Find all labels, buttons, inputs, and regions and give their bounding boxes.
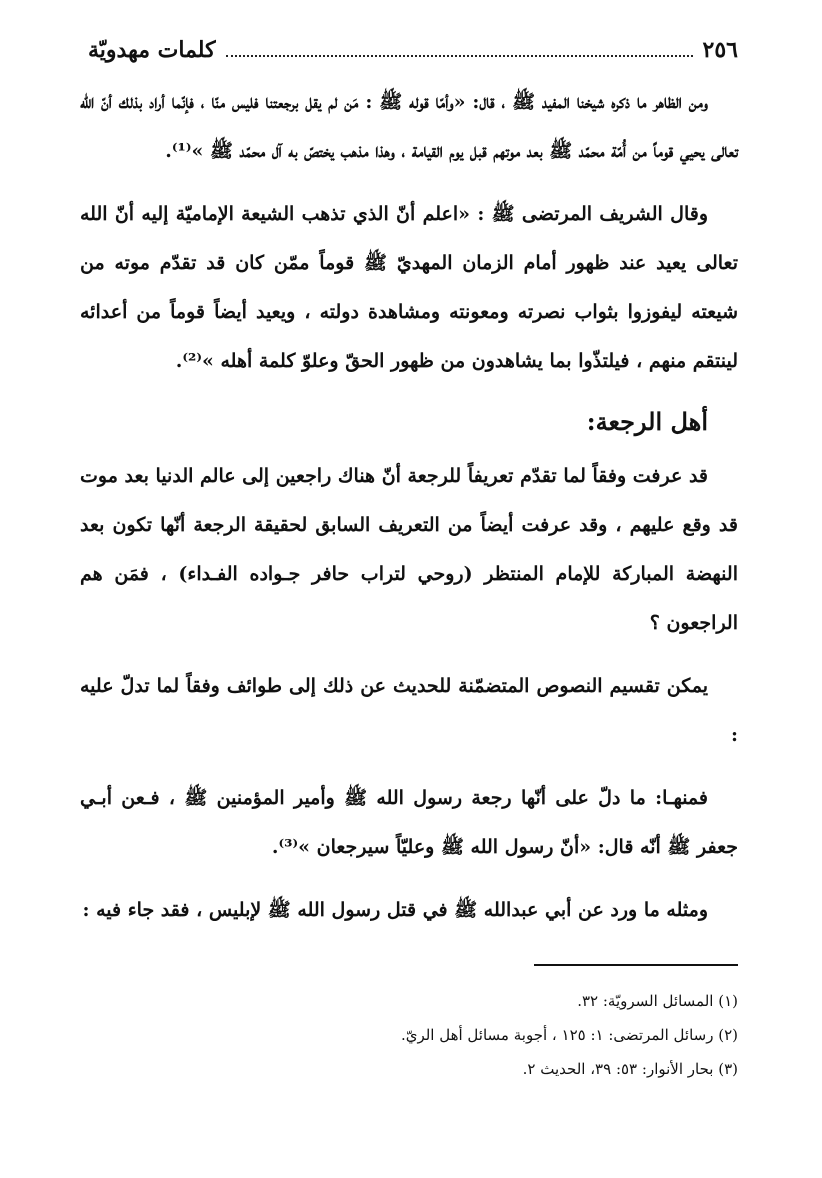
footnote-2: (٢) رسائل المرتضى: ١: ١٢٥ ، أجوبة مسائل أهل الريّ.	[400, 1026, 738, 1044]
page-body	[80, 78, 738, 949]
footnote-1: (١) المسائل السرويّة: ٣٢.	[577, 992, 738, 1010]
paragraph-classification: يمكن تقسيم النصوص المتضمّنة للحديث عن ذلك إلى طوائف وفقاً لما تدلّ عليه :	[80, 675, 738, 746]
paragraph-murtada-quote: وقال الشريف المرتضى ﷺ : «اعلم أنّ الذي تذهب الشيعة الإماميّة إليه أنّ الله تعالى يعيد عند ظهور أمام الزمان المهديّ ﷺ قوماً ممّن كان قد تقدّم موته من شيعته ليفوزوا بثواب نصرته ومعونته ومشاهدة دولته ، ويعيد أيضاً قوماً من أعدائه لينتقم منهم ، فيلتذّوا بما يشاهدون من ظهور الحقّ وعلوّ كلمة أهله »⁽²⁾.	[80, 203, 738, 372]
paragraph-first-group: فمنهـا: ما دلّ على أنّها رجعة رسول الله ﷺ وأمير المؤمنين ﷺ ، فـعن أبـي جعفر ﷺ أنّه قال: «أنّ رسول الله ﷺ وعليّاً سيرجعان »⁽³⁾.	[80, 787, 738, 858]
page-header	[88, 30, 738, 70]
running-title: كلمات مهدويّة	[88, 37, 216, 63]
footnotes	[300, 984, 738, 1086]
paragraph-iblis: ومثله ما ورد عن أبي عبدالله ﷺ في قتل رسول الله ﷺ لإبليس ، فقد جاء فيه :	[82, 899, 708, 921]
paragraph-returners-intro: قد عرفت وفقاً لما تقدّم تعريفاً للرجعة أنّ هناك راجعين إلى عالم الدنيا بعد موت قد وقع عليهم ، وقد عرفت أيضاً من التعريف السابق لحقيقة الرجعة أنّها تكون بعد النهضة المباركة للإمام المنتظر (روحي لتراب حافر جـواده الفـداء) ، فمَن هم الراجعون ؟	[80, 465, 738, 634]
header-dotted-leader	[226, 43, 693, 57]
page-number: ٢٥٦	[702, 37, 738, 63]
section-heading: أهل الرجعة:	[586, 407, 708, 436]
footnote-3: (٣) بحار الأنوار: ٥٣: ٣٩، الحديث ٢.	[522, 1060, 738, 1078]
footnote-separator	[534, 964, 738, 966]
paragraph-mufid-quote: ومن الظاهر ما ذكره شيخنا المفيد ﷺ ، قال: «وأمّا قوله ﷺ : مَن لم يقل برجعتنا فليس منّا ، فإنّما أراد بذلك أنّ الله تعالى يحيي قوماً من أُمّة محمّد ﷺ بعد موتهم قبل يوم القيامة ، وهذا مذهب يختصّ به آل محمّد ﷺ »⁽¹⁾.	[80, 91, 738, 162]
